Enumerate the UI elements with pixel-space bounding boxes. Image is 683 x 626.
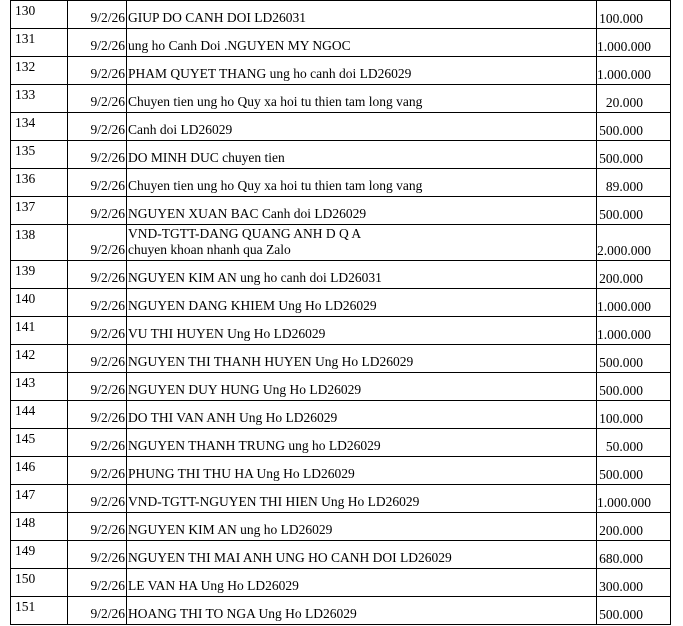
description-cell: NGUYEN KIM AN ung ho canh doi LD26031 — [127, 261, 597, 289]
date-cell: 9/2/26 — [68, 29, 127, 57]
description-line: chuyen khoan nhanh qua Zalo — [128, 242, 291, 257]
description-cell: ung ho Canh Doi .NGUYEN MY NGOC — [127, 29, 597, 57]
row-number-cell: 142 — [11, 345, 68, 373]
description-cell: PHUNG THI THU HA Ung Ho LD26029 — [127, 457, 597, 485]
date-cell: 9/2/26 — [68, 113, 127, 141]
amount-cell: 500.000 — [597, 457, 671, 485]
row-number-cell: 150 — [11, 569, 68, 597]
date-cell: 9/2/26 — [68, 1, 127, 29]
row-number-cell: 131 — [11, 29, 68, 57]
date-cell: 9/2/26 — [68, 569, 127, 597]
description-cell: VU THI HUYEN Ung Ho LD26029 — [127, 317, 597, 345]
table-row — [11, 197, 671, 225]
amount-cell: 50.000 — [597, 429, 671, 457]
date-cell: 9/2/26 — [68, 85, 127, 113]
donation-table — [10, 0, 671, 625]
table-row — [11, 317, 671, 345]
table-row — [11, 57, 671, 85]
date-cell: 9/2/26 — [68, 597, 127, 625]
table-row — [11, 401, 671, 429]
row-number-cell: 133 — [11, 85, 68, 113]
row-number-cell: 139 — [11, 261, 68, 289]
description-line: VND-TGTT-DANG QUANG ANH D Q A — [128, 226, 362, 241]
table-row — [11, 485, 671, 513]
row-number-cell: 137 — [11, 197, 68, 225]
description-cell: Canh doi LD26029 — [127, 113, 597, 141]
row-number-cell: 143 — [11, 373, 68, 401]
description-cell: DO THI VAN ANH Ung Ho LD26029 — [127, 401, 597, 429]
table-row — [11, 345, 671, 373]
row-number-cell: 144 — [11, 401, 68, 429]
date-cell: 9/2/26 — [68, 225, 127, 261]
date-cell: 9/2/26 — [68, 261, 127, 289]
amount-cell: 1.000.000 — [597, 317, 671, 345]
description-cell: NGUYEN KIM AN ung ho LD26029 — [127, 513, 597, 541]
table-row — [11, 373, 671, 401]
description-cell: HOANG THI TO NGA Ung Ho LD26029 — [127, 597, 597, 625]
date-cell: 9/2/26 — [68, 317, 127, 345]
amount-cell: 100.000 — [597, 1, 671, 29]
date-cell: 9/2/26 — [68, 141, 127, 169]
description-cell: NGUYEN XUAN BAC Canh doi LD26029 — [127, 197, 597, 225]
amount-cell: 500.000 — [597, 197, 671, 225]
description-cell: NGUYEN THANH TRUNG ung ho LD26029 — [127, 429, 597, 457]
date-cell: 9/2/26 — [68, 401, 127, 429]
table-row — [11, 1, 671, 29]
description-cell: NGUYEN DANG KHIEM Ung Ho LD26029 — [127, 289, 597, 317]
donation-table-body — [11, 1, 671, 625]
amount-cell: 680.000 — [597, 541, 671, 569]
row-number-cell: 130 — [11, 1, 68, 29]
date-cell: 9/2/26 — [68, 197, 127, 225]
date-cell: 9/2/26 — [68, 541, 127, 569]
table-row — [11, 289, 671, 317]
date-cell: 9/2/26 — [68, 457, 127, 485]
date-cell: 9/2/26 — [68, 57, 127, 85]
table-row — [11, 113, 671, 141]
row-number-cell: 132 — [11, 57, 68, 85]
date-cell: 9/2/26 — [68, 345, 127, 373]
amount-cell: 1.000.000 — [597, 289, 671, 317]
description-cell: DO MINH DUC chuyen tien — [127, 141, 597, 169]
amount-cell: 89.000 — [597, 169, 671, 197]
row-number-cell: 151 — [11, 597, 68, 625]
description-cell: NGUYEN THI MAI ANH UNG HO CANH DOI LD26029 — [127, 541, 597, 569]
amount-cell: 200.000 — [597, 261, 671, 289]
description-cell: Chuyen tien ung ho Quy xa hoi tu thien tam long vang — [127, 169, 597, 197]
table-row — [11, 85, 671, 113]
description-cell — [127, 225, 597, 261]
row-number-cell: 141 — [11, 317, 68, 345]
amount-cell: 300.000 — [597, 569, 671, 597]
description-cell: VND-TGTT-NGUYEN THI HIEN Ung Ho LD26029 — [127, 485, 597, 513]
date-cell: 9/2/26 — [68, 429, 127, 457]
row-number-cell: 149 — [11, 541, 68, 569]
table-row — [11, 225, 671, 261]
table-row — [11, 597, 671, 625]
description-cell: NGUYEN DUY HUNG Ung Ho LD26029 — [127, 373, 597, 401]
amount-cell: 500.000 — [597, 597, 671, 625]
row-number-cell: 136 — [11, 169, 68, 197]
date-cell: 9/2/26 — [68, 169, 127, 197]
row-number-cell: 146 — [11, 457, 68, 485]
table-row — [11, 261, 671, 289]
row-number-cell: 145 — [11, 429, 68, 457]
table-row — [11, 429, 671, 457]
table-row — [11, 457, 671, 485]
amount-cell: 2.000.000 — [597, 225, 671, 261]
amount-cell: 1.000.000 — [597, 485, 671, 513]
row-number-cell: 134 — [11, 113, 68, 141]
date-cell: 9/2/26 — [68, 289, 127, 317]
description-cell: Chuyen tien ung ho Quy xa hoi tu thien tam long vang — [127, 85, 597, 113]
description-cell: LE VAN HA Ung Ho LD26029 — [127, 569, 597, 597]
amount-cell: 500.000 — [597, 113, 671, 141]
row-number-cell: 148 — [11, 513, 68, 541]
description-cell: PHAM QUYET THANG ung ho canh doi LD26029 — [127, 57, 597, 85]
amount-cell: 100.000 — [597, 401, 671, 429]
table-row — [11, 29, 671, 57]
row-number-cell: 147 — [11, 485, 68, 513]
amount-cell: 1.000.000 — [597, 29, 671, 57]
amount-cell: 500.000 — [597, 141, 671, 169]
date-cell: 9/2/26 — [68, 513, 127, 541]
description-cell: GIUP DO CANH DOI LD26031 — [127, 1, 597, 29]
table-row — [11, 513, 671, 541]
row-number-cell: 135 — [11, 141, 68, 169]
table-row — [11, 169, 671, 197]
amount-cell: 20.000 — [597, 85, 671, 113]
table-row — [11, 569, 671, 597]
amount-cell: 500.000 — [597, 345, 671, 373]
amount-cell: 500.000 — [597, 373, 671, 401]
amount-cell: 200.000 — [597, 513, 671, 541]
table-row — [11, 141, 671, 169]
row-number-cell: 140 — [11, 289, 68, 317]
description-cell: NGUYEN THI THANH HUYEN Ung Ho LD26029 — [127, 345, 597, 373]
date-cell: 9/2/26 — [68, 485, 127, 513]
row-number-cell: 138 — [11, 225, 68, 261]
date-cell: 9/2/26 — [68, 373, 127, 401]
table-row — [11, 541, 671, 569]
amount-cell: 1.000.000 — [597, 57, 671, 85]
